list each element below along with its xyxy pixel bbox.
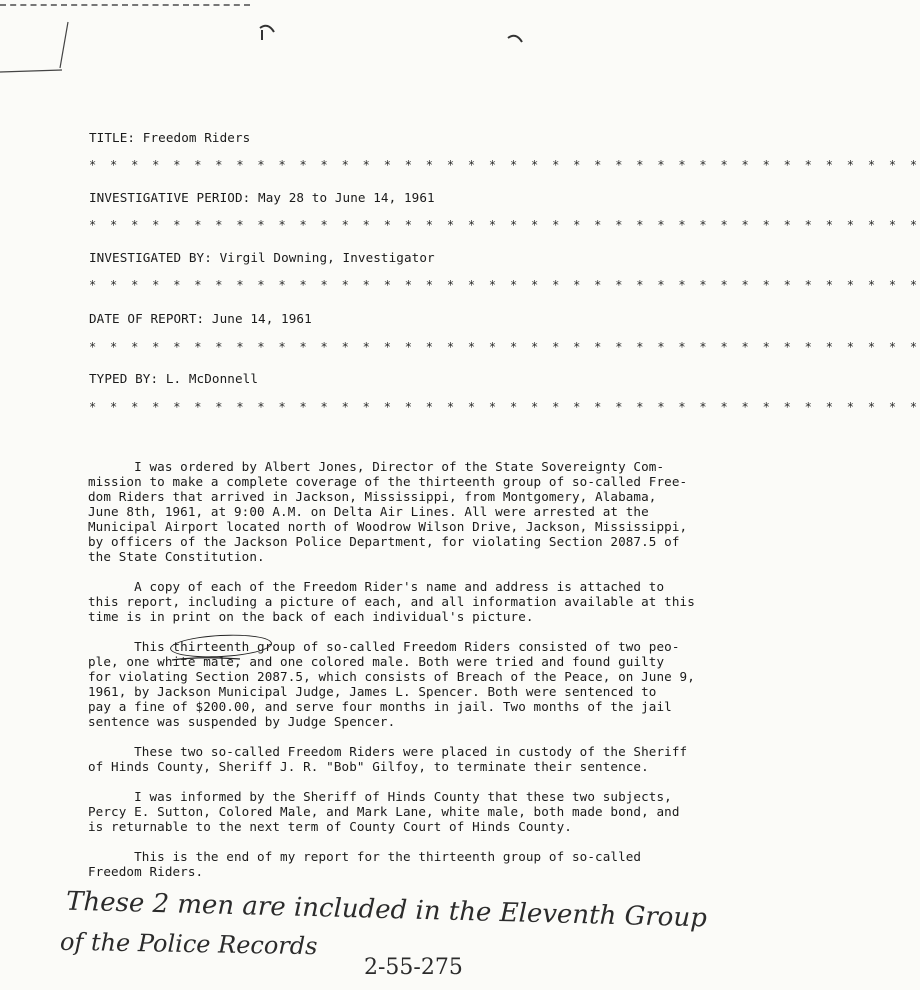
- investigator-row: [89, 250, 435, 265]
- text-line: ple, one white male, and one colored male. Both were tried and found guilty: [88, 654, 665, 669]
- text-line: sentence was suspended by Judge Spencer.: [88, 714, 396, 729]
- text-line: this report, including a picture of each, and all information available at this: [88, 594, 695, 609]
- investigator-label: INVESTIGATED BY:: [89, 250, 212, 265]
- title-label: TITLE:: [89, 130, 136, 145]
- date-value: June 14, 1961: [211, 311, 312, 326]
- text-line: Municipal Airport located north of Woodrow Wilson Drive, Jackson, Mississippi,: [88, 519, 688, 534]
- paragraph: [88, 459, 688, 564]
- text-line: pay a fine of $200.00, and serve four months in jail. Two months of the jail: [88, 699, 672, 714]
- text-line: is returnable to the next term of County Court of Hinds County.: [88, 819, 572, 834]
- date-row: [89, 311, 312, 326]
- margin-mark: [0, 10, 90, 70]
- separator: * * * * * * * * * * * * * * * * * * * * * * * * * * * * * * * * * * * * * * * *: [89, 278, 920, 292]
- text-line: June 8th, 1961, at 9:00 A.M. on Delta Air Lines. All were arrested at the: [88, 504, 649, 519]
- text-line: 1961, by Jackson Municipal Judge, James L. Spencer. Both were sentenced to: [88, 684, 657, 699]
- text-line: mission to make a complete coverage of the thirteenth group of so-called Free-: [88, 474, 688, 489]
- punch-mark: [250, 20, 290, 60]
- title-value: Freedom Riders: [142, 130, 251, 145]
- text-line: These two so-called Freedom Riders were placed in custody of the Sheriff: [88, 744, 688, 759]
- strikethrough-mark: [170, 654, 250, 664]
- period-row: [89, 190, 435, 205]
- text-line: of Hinds County, Sheriff J. R. "Bob" Gilfoy, to terminate their sentence.: [88, 759, 649, 774]
- top-edge-dashes: [0, 0, 250, 6]
- period-label: INVESTIGATIVE PERIOD:: [89, 190, 251, 205]
- typed-row: [89, 371, 258, 386]
- text-line: Percy E. Sutton, Colored Male, and Mark Lane, white male, both made bond, and: [88, 804, 680, 819]
- paragraph: [88, 849, 688, 879]
- paragraph: [88, 579, 695, 624]
- separator: * * * * * * * * * * * * * * * * * * * * * * * * * * * * * * * * * * * * * * * *: [89, 400, 920, 414]
- separator: * * * * * * * * * * * * * * * * * * * * * * * * * * * * * * * * * * * * * * * *: [89, 158, 920, 172]
- text-line: I was informed by the Sheriff of Hinds County that these two subjects,: [88, 789, 672, 804]
- separator: * * * * * * * * * * * * * * * * * * * * * * * * * * * * * * * * * * * * * * * *: [89, 218, 920, 232]
- text-line: I was ordered by Albert Jones, Director of the State Sovereignty Com-: [88, 459, 665, 474]
- period-value: May 28 to June 14, 1961: [258, 190, 435, 205]
- text-line: dom Riders that arrived in Jackson, Mississippi, from Montgomery, Alabama,: [88, 489, 657, 504]
- paragraph: [88, 744, 688, 774]
- title-row: [89, 130, 250, 145]
- text-line: This is the end of my report for the thirteenth group of so-called: [88, 849, 642, 864]
- text-line: for violating Section 2087.5, which consists of Breach of the Peace, on June 9,: [88, 669, 695, 684]
- paragraph: [88, 789, 688, 834]
- typed-label: TYPED BY:: [89, 371, 159, 386]
- text-line: A copy of each of the Freedom Rider's name and address is attached to: [88, 579, 665, 594]
- handwritten-file-number: 2-55-275: [364, 955, 463, 980]
- separator: * * * * * * * * * * * * * * * * * * * * * * * * * * * * * * * * * * * * * * * *: [89, 340, 920, 354]
- punch-mark: [500, 28, 540, 68]
- text-line: time is in print on the back of each individual's picture.: [88, 609, 534, 624]
- text-line: Freedom Riders.: [88, 864, 204, 879]
- handwritten-note-line-2: of the Police Records: [59, 927, 318, 961]
- text-line: by officers of the Jackson Police Department, for violating Section 2087.5 of: [88, 534, 680, 549]
- typed-value: L. McDonnell: [165, 371, 259, 386]
- text-line: This thirteenth group of so-called Freedom Riders consisted of two peo-: [88, 639, 680, 654]
- handwritten-note-line-1: These 2 men are included in the Eleventh Group: [65, 886, 708, 934]
- investigator-value: Virgil Downing, Investigator: [219, 250, 435, 265]
- text-line: the State Constitution.: [88, 549, 265, 564]
- date-label: DATE OF REPORT:: [89, 311, 205, 326]
